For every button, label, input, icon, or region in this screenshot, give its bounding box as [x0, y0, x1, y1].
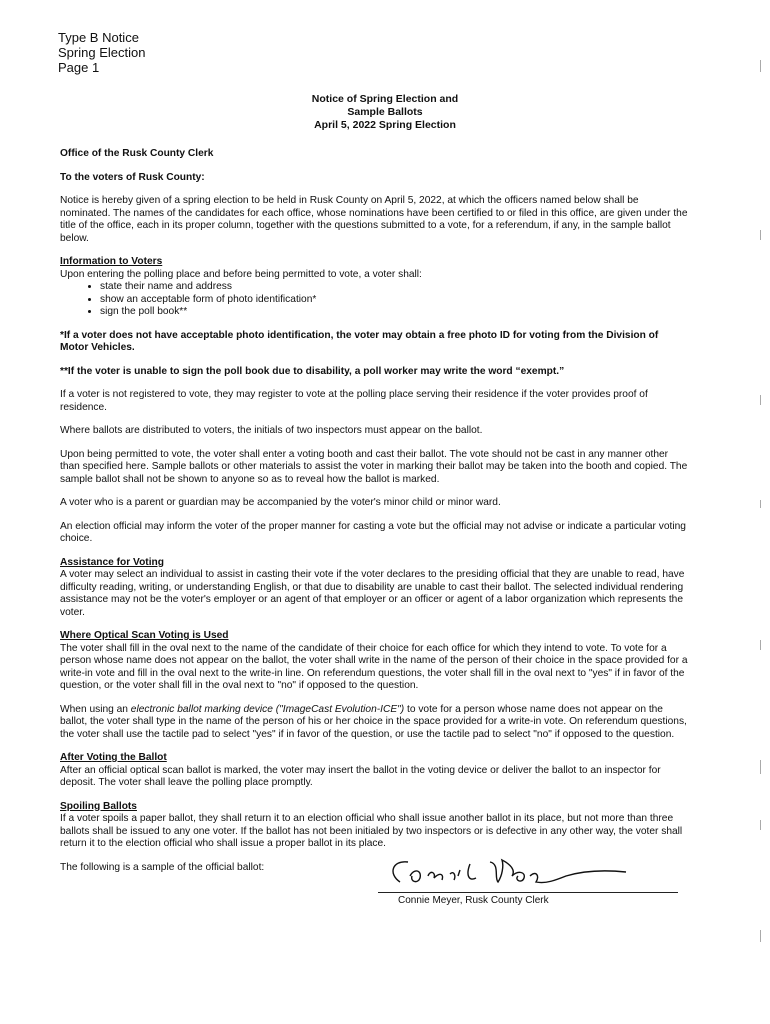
section-information-to-voters	[60, 256, 688, 546]
signature-line	[378, 892, 678, 893]
document-header	[58, 30, 145, 75]
title-line-2: Sample Ballots	[347, 106, 423, 118]
disability-note: **If the voter is unable to sign the poll book due to disability, a poll worker may write the word “exempt.”	[60, 365, 565, 377]
document-body	[60, 148, 688, 922]
section-heading: Information to Voters	[60, 256, 163, 267]
list-item: • show an acceptable form of photo identification*	[100, 294, 688, 307]
registration-paragraph: If a voter is not registered to vote, they may register to vote at the polling place serving their residence if the voter provides proof of residence.	[60, 389, 648, 413]
signature-caption: Connie Meyer, Rusk County Clerk	[398, 894, 549, 906]
office-line: Office of the Rusk County Clerk	[60, 148, 214, 159]
section-assistance	[60, 557, 688, 620]
election-type: Spring Election	[58, 45, 146, 60]
document-title	[0, 93, 770, 132]
title-line-3: April 5, 2022 Spring Election	[314, 119, 456, 131]
after-voting-paragraph: After an official optical scan ballot is marked, the voter may insert the ballot in the voting device or deliver the ballot to an inspector for deposit. The voter shall leave the polling place promptly.	[60, 764, 661, 788]
scan-edge-marks	[760, 0, 768, 1024]
section-heading: After Voting the Ballot	[60, 752, 167, 763]
inspector-initials-paragraph: Where ballots are distributed to voters, the initials of two inspectors must appear on the ballot.	[60, 425, 483, 436]
voting-booth-paragraph: Upon being permitted to vote, the voter shall enter a voting booth and cast their ballot. The vote should not be cast in any manner other than specified here. Sample ballots or other materials to assist the voter in marking their ballot may be taken into the booth and copied. The sample ballot shall not be shown to anyone so as to reveal how the ballot is marked.	[60, 448, 688, 485]
title-line-1: Notice of Spring Election and	[311, 93, 459, 105]
section-heading: Spoiling Ballots	[60, 800, 137, 812]
section-optical-scan	[60, 630, 688, 741]
info-lead: Upon entering the polling place and before being permitted to vote, a voter shall:	[60, 268, 422, 280]
section-after-voting	[60, 752, 688, 790]
signature-block	[60, 862, 688, 922]
closing-line: The following is a sample of the official ballot:	[60, 861, 265, 873]
requirements-list	[60, 281, 688, 319]
list-item: • state their name and address	[100, 281, 688, 294]
list-item: • sign the poll book**	[100, 306, 688, 319]
notice-type: Type B Notice	[58, 30, 139, 45]
page-number: Page 1	[58, 60, 100, 75]
photo-id-note: *If a voter does not have acceptable photo identification, the voter may obtain a free photo ID for voting from the Division of Motor Vehicles.	[60, 329, 659, 353]
assistance-paragraph: A voter may select an individual to assist in casting their vote if the voter declares to the presiding official that they are unable to read, have difficulty reading, writing, or understanding English, or that due to disability are unable to cast their ballot. The selected individual rendering assistance may not be the voter's employer or an agent of that employer or an officer or agent of a labor organization which represents the voter.	[60, 569, 685, 618]
minor-child-paragraph: A voter who is a parent or guardian may be accompanied by the voter's minor child or minor ward.	[60, 497, 501, 508]
section-spoiling	[60, 801, 688, 851]
optical-scan-paragraph: The voter shall fill in the oval next to the name of the candidate of their choice for each office for which they intend to vote. To vote for a person whose name does not appear on the ballot, the voter shall write in the name of the person of their choice in the space provided for a write-in vote and fill in the oval next to the write-in line. On referendum questions, the voter shall fill in the oval next to "yes" if in favor of the question, or the voter shall fill in the oval next to "no" if opposed to the question.	[60, 642, 688, 691]
ballot-marking-device-paragraph: When using an electronic ballot marking device ("ImageCast Evolution-ICE") to vote for a person whose name does not appear on the ballot, the voter shall type in the name of the person of his or her choice in the space provided for a write-in vote. On referendum questions, the voter shall use the tactile pad to select "yes" if in favor of the question, or use the tactile pad to select "no" if opposed to the question.	[60, 703, 687, 740]
official-guidance-paragraph: An election official may inform the voter of the proper manner for casting a vote but the official may not advise or indicate a particular voting choice.	[60, 520, 686, 544]
section-heading: Where Optical Scan Voting is Used	[60, 630, 229, 641]
salutation: To the voters of Rusk County:	[60, 171, 205, 183]
section-heading: Assistance for Voting	[60, 556, 164, 568]
spoiling-paragraph: If a voter spoils a paper ballot, they shall return it to an election official who shall issue another ballot in its place, but not more than three ballots shall be issued to any one voter. If the ballot has not been initialed by two inspectors or is defective in any other way, the voter shall return it to the election official who shall issue a proper ballot in its place.	[60, 813, 683, 849]
intro-paragraph: Notice is hereby given of a spring election to be held in Rusk County on April 5, 2022, at which the officers named below shall be nominated. The names of the candidates for each office, whose nominations have been certified to or filed in this office, are given under the title of the office, each in its proper column, together with the questions submitted to a vote, for a referendum, if any, in the sample ballot below.	[60, 195, 688, 244]
handwritten-signature	[380, 854, 660, 894]
